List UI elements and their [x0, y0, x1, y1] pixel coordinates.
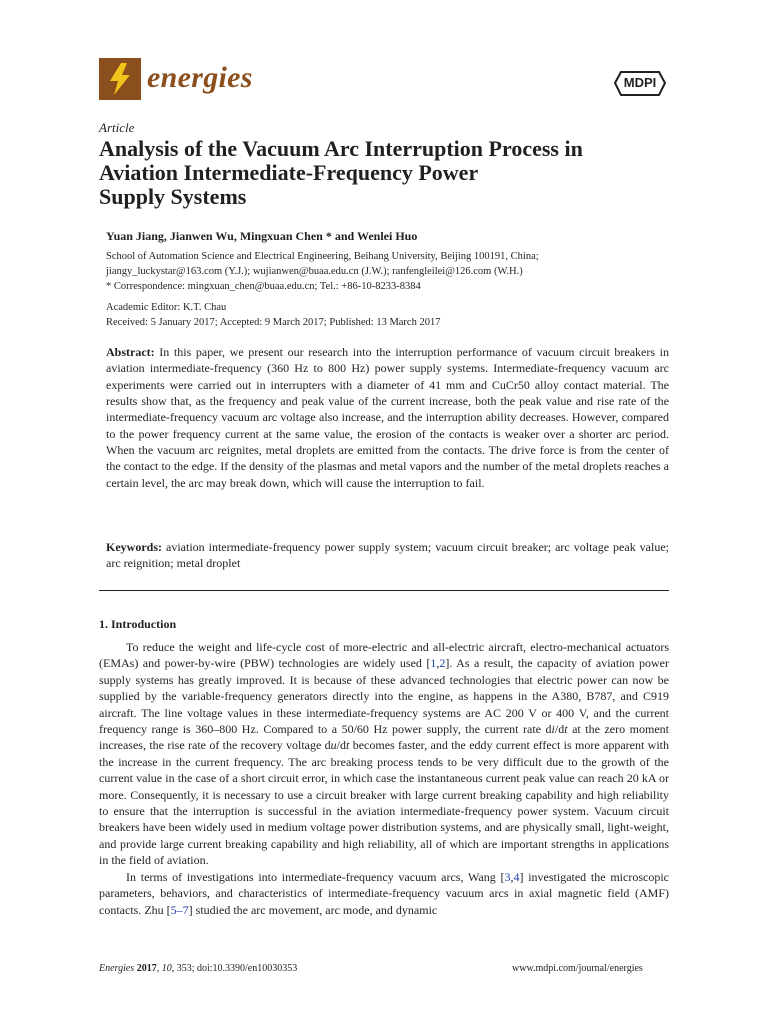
text-run: /d [336, 738, 347, 753]
academic-editor: Academic Editor: K.T. Chau [106, 302, 227, 313]
section-heading: 1. Introduction [99, 617, 177, 631]
mdpi-logo-icon [612, 68, 668, 99]
title-line: Supply Systems [99, 184, 247, 209]
text-run: To reduce the weight and life-cycle cost of more-electric and all-electric aircraft, electro-mechanical actuators (EMAs) and power-by-wire (PBW) technologies are widely used [ [99, 640, 669, 671]
affiliation-emails: jiangy_luckystar@163.com (Y.J.); wujianwen@buaa.edu.cn (J.W.); ranfengleilei@126.com (W.H.) [106, 266, 523, 277]
text-run: at the zero moment increases, the rise rate of the recovery voltage d [99, 722, 670, 753]
mdpi-logo-text: MDPI [623, 75, 657, 90]
title-line: Analysis of the Vacuum Arc Interruption Process in [99, 136, 583, 161]
keywords-text: aviation intermediate-frequency power supply system; vacuum circuit breaker; arc voltage peak value; arc reignition; metal droplet [106, 540, 670, 571]
journal-logo-icon [99, 58, 141, 100]
paragraph: To reduce the weight and life-cycle cost of more-electric and all-electric aircraft, electro-mechanical actuators (EMAs) and power-by-wire (PBW) technologies are widely used [1,2]. As a result, the capacity of aviation power supply systems has greatly improved. It is because of these advanced technologies that electric power can now be supplied by the variable-frequency generators directly into the engine, as happens in the A380, B787, and C919 aircraft. The line voltage values in these intermediate-frequency systems are AC 200 V or 400 V, and the current frequency range is 360–800 Hz. Compared to a 50/60 Hz power supply, the current rate di/dt at the zero moment increases, the rise rate of the recovery voltage du/dt becomes faster, and the eddy current effect is more apparent with the increase in the current frequency. The arc breaking process tends to be very difficult due to the growth of the current value in the case of a short circuit error, in which case the instantaneous current peak value can reach 20 kA or more. Consequently, it is necessary to use a circuit breaker with large current breaking capability and high reliability to ensure that the interruption is successful in the aviation intermediate-frequency power system. Vacuum circuit breakers have been widely used in medium voltage power distribution systems, and are physically small, light-weight, and provide large current breaking capability and high reliability, all of which are important strengths in applications in the field of aviation. [99, 640, 670, 868]
section-divider [99, 590, 669, 591]
paragraph: In terms of investigations into intermediate-frequency vacuum arcs, Wang [3,4] investigated the microscopic parameters, behaviors, and characteristics of intermediate-frequency vacuum arcs in axial magnetic field (AMF) contacts. Zhu [5–7] studied the arc movement, arc mode, and dynamic [99, 869, 669, 917]
math-variable: u [330, 738, 337, 753]
article-title [99, 137, 679, 209]
journal-name: energies [147, 61, 253, 94]
citation-link[interactable]: 3 [504, 869, 511, 884]
correspondence: * Correspondence: mingxuan_chen@buaa.edu.cn; Tel.: +86-10-8233-8384 [106, 281, 421, 292]
affiliation-line: School of Automation Science and Electrical Engineering, Beihang University, Beijing 100191, China; [106, 251, 539, 262]
title-line: Aviation Intermediate-Frequency Power [99, 160, 479, 185]
affiliation [106, 249, 539, 279]
article-type: Article [99, 120, 135, 135]
footer-volume: 10 [161, 963, 172, 974]
text-run: ] studied the arc movement, arc mode, and dynamic [188, 902, 438, 917]
text-run: becomes faster, and the eddy current effect is more apparent with the increase in the current frequency. The arc breaking process tends to be very difficult due to the growth of the current value in the case of a short circuit error, in which case the instantaneous current peak value can reach 20 kA or more. Consequently, it is necessary to use a circuit breaker with large current breaking capability and high reliability to ensure that the interruption is successful in the aviation intermediate-frequency power system. Vacuum circuit breakers have been widely used in medium voltage power distribution systems, and are physically small, light-weight, and provide large current breaking capability and high reliability, all of which are important strengths in applications in the field of aviation. [99, 738, 669, 868]
math-variable: i [551, 722, 555, 737]
citation-footer: Energies 2017, 10, 353; doi:10.3390/en10030353 [99, 963, 298, 974]
math-variable: t [346, 738, 350, 753]
math-variable: t [564, 722, 568, 737]
text-run: ] investigated the microscopic parameters, behaviors, and characteristics of intermediate-frequency vacuum arcs in axial magnetic field (AMF) contacts. Zhu [ [99, 869, 669, 917]
abstract [106, 344, 669, 491]
citation-link[interactable]: 5–7 [170, 902, 189, 917]
text-run: In terms of investigations into intermediate-frequency vacuum arcs, Wang [ [126, 869, 505, 884]
author-list: Yuan Jiang, Jianwen Wu, Mingxuan Chen * and Wenlei Huo [106, 229, 418, 243]
citation-link[interactable]: 1 [430, 656, 437, 671]
citation-link[interactable]: 4 [513, 869, 520, 884]
introduction-body [99, 639, 669, 918]
publication-dates: Received: 5 January 2017; Accepted: 9 March 2017; Published: 13 March 2017 [106, 317, 441, 328]
text-run: /d [554, 722, 565, 737]
keywords-label: Keywords: [106, 540, 162, 554]
abstract-text: In this paper, we present our research into the interruption performance of vacuum circuit breakers in aviation intermediate-frequency (360 Hz to 800 Hz) power supply systems. Intermediate-frequency vacuum arc experiments were carried out in interrupters with a diameter of 41 mm and CuCr50 alloy contact material. The results show that, as the frequency and peak value of the current increase, both the peak value and rise rate of the intermediate-frequency vacuum arc voltage also increase, and the interruption ability decreases. However, compared to the power frequency current at the same value, the erosion of the contacts is weaker over a shorter arc period. When the vacuum arc reignites, metal droplets are emitted from the contacts. The drive force is from the center of the contact to the edge. If the density of the plasmas and metal vapors and the number of the metal droplets reaches a certain level, the arc may break down, which will cause the interruption to fail. [106, 345, 670, 490]
footer-year: 2017 [136, 963, 157, 974]
citation-link[interactable]: 2 [439, 656, 446, 671]
keywords [106, 539, 669, 572]
footer-journal: Energies [99, 963, 135, 974]
abstract-label: Abstract: [106, 345, 155, 359]
journal-url-link[interactable]: www.mdpi.com/journal/energies [512, 963, 643, 974]
footer-doi: , 353; doi:10.3390/en10030353 [171, 963, 298, 974]
text-run: ]. As a result, the capacity of aviation power supply systems has greatly improved. It is because of these advanced technologies that electric power can now be supplied by the variable-frequency generators directly into the engine, as happens in the A380, B787, and C919 aircraft. The line voltage values in these intermediate-frequency systems are AC 200 V or 400 V, and the current frequency range is 360–800 Hz. Compared to a 50/60 Hz power supply, the current rate d [99, 656, 669, 737]
